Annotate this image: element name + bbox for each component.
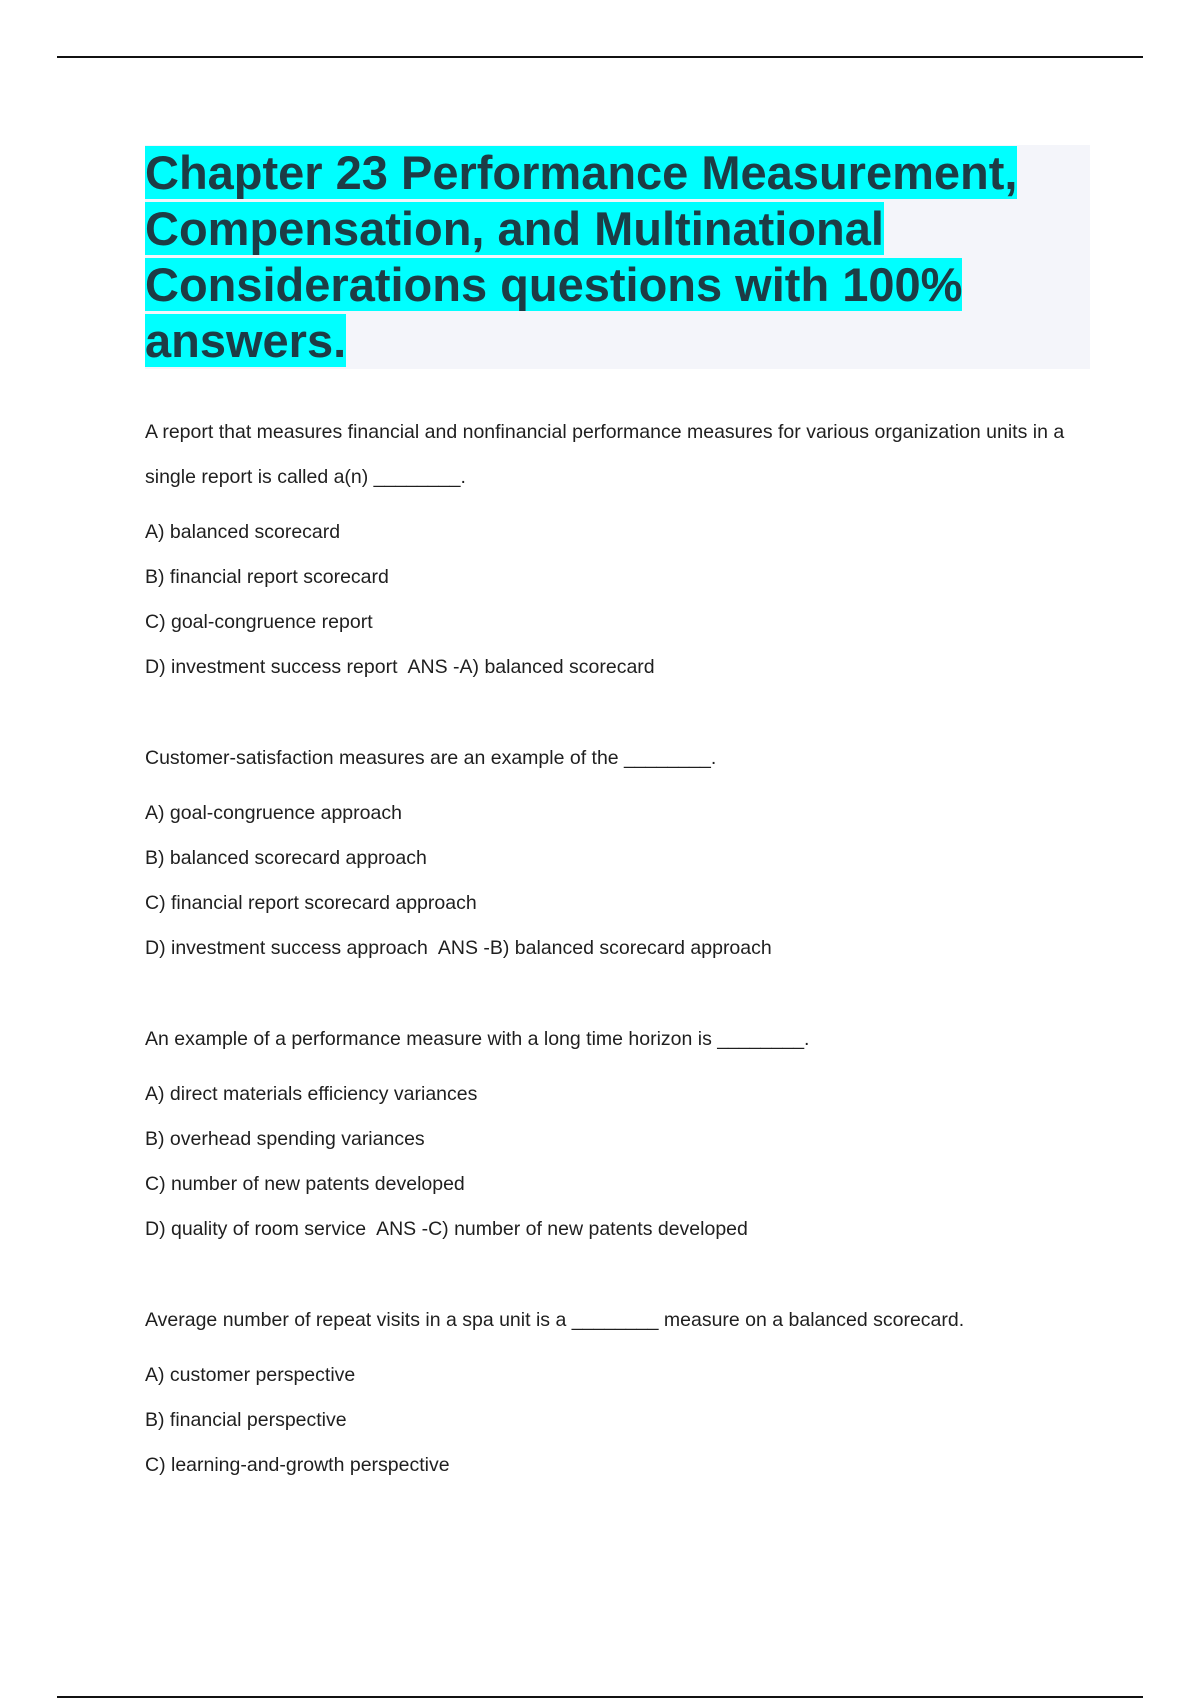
option-b: B) balanced scorecard approach (145, 847, 427, 869)
option-d-with-answer (145, 645, 1065, 690)
option-a: A) direct materials efficiency variances (145, 1083, 478, 1105)
title-block (145, 145, 1090, 369)
answer-key: ANS -A) balanced scorecard (407, 656, 655, 678)
document-title (145, 145, 1090, 369)
option-c: C) financial report scorecard approach (145, 892, 477, 914)
option-c: C) number of new patents developed (145, 1173, 465, 1195)
question-list (145, 410, 1065, 1534)
answer-key: ANS -C) number of new patents developed (376, 1218, 748, 1240)
option-b: B) financial report scorecard (145, 566, 389, 588)
answer-key: ANS -B) balanced scorecard approach (437, 937, 772, 959)
option-c: C) goal-congruence report (145, 611, 373, 633)
question-text: Average number of repeat visits in a spa unit is a ________ measure on a balanced scorecard. (145, 1309, 965, 1331)
option-d-with-answer (145, 1207, 1065, 1252)
question-block-4 (145, 1298, 1065, 1488)
question-block-3 (145, 1017, 1065, 1252)
option-d: D) investment success report (145, 656, 398, 678)
question-text: An example of a performance measure with a long time horizon is ________. (145, 1028, 810, 1050)
title-highlight: Chapter 23 Performance Measurement, Compensation, and Multinational Considerations questions with 100% answers. (145, 146, 1018, 367)
question-text: Customer-satisfaction measures are an example of the ________. (145, 747, 717, 769)
option-a: A) goal-congruence approach (145, 802, 402, 824)
option-b: B) overhead spending variances (145, 1128, 425, 1150)
header-rule (57, 56, 1143, 58)
option-d: D) investment success approach (145, 937, 428, 959)
question-text: A report that measures financial and nonfinancial performance measures for various organization units in a single report is called a(n) ________. (145, 421, 1065, 488)
option-d-with-answer (145, 926, 1065, 971)
question-block-2 (145, 736, 1065, 971)
footer-rule (57, 1696, 1143, 1698)
option-a: A) balanced scorecard (145, 521, 341, 543)
option-c: C) learning-and-growth perspective (145, 1454, 450, 1476)
option-a: A) customer perspective (145, 1364, 356, 1386)
question-block-1 (145, 410, 1065, 690)
option-b: B) financial perspective (145, 1409, 347, 1431)
option-d: D) quality of room service (145, 1218, 367, 1240)
